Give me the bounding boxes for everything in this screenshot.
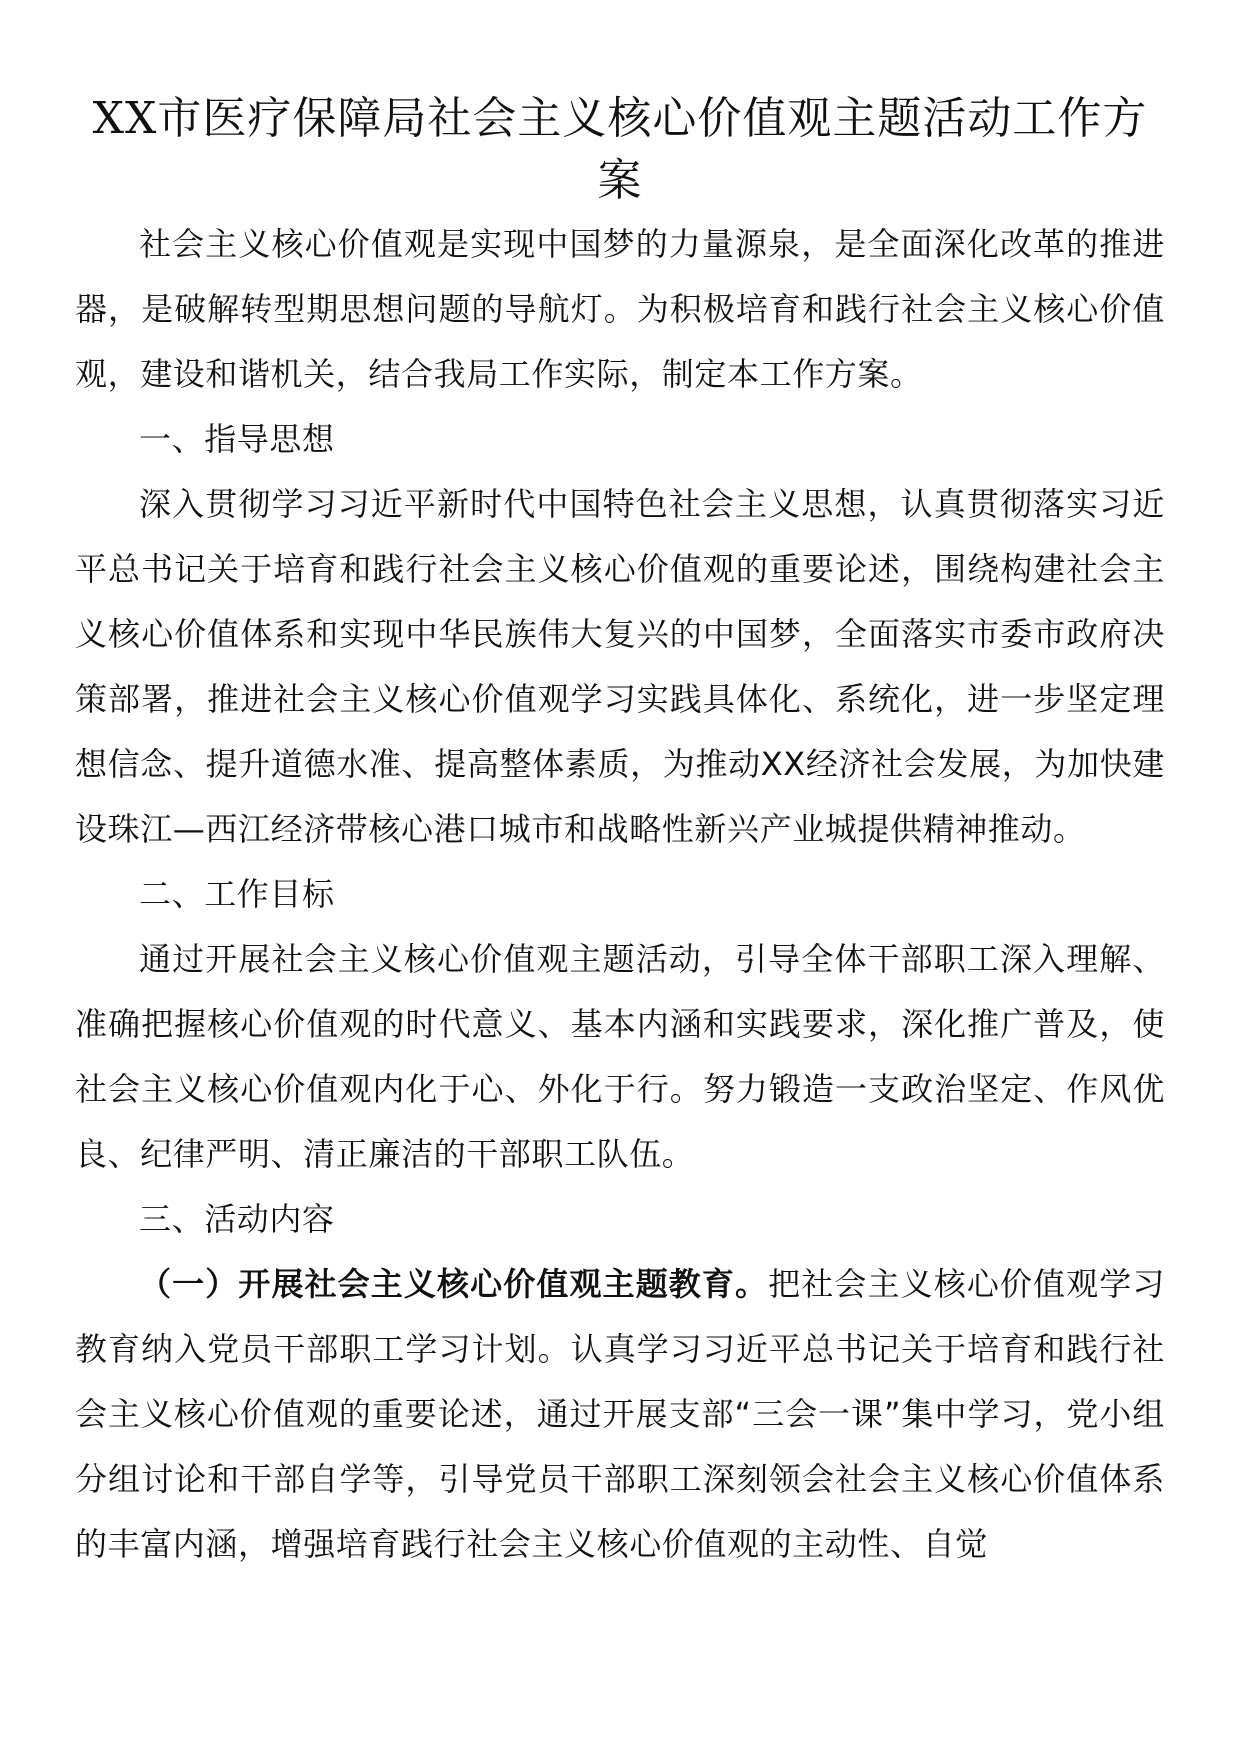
- subsection-body-theme-education: 把社会主义核心价值观学习教育纳入党员干部职工学习计划。认真学习习近平总书记关于培育和践行社会主义核心价值观的重要论述，通过开展支部“三会一课”集中学习，党小组分组讨论和干部自学等，引导党员干部职工深刻领会社会主义核心价值体系的丰富内涵，增强培育践行社会主义核心价值观的主动性、自觉: [75, 1265, 1166, 1563]
- document-page: [75, 88, 1165, 1577]
- section-body-work-goals: 通过开展社会主义核心价值观主题活动，引导全体干部职工深入理解、准确把握核心价值观的时代意义、基本内涵和实践要求，深化推广普及，使社会主义核心价值观内化于心、外化于行。努力锻造一支政治坚定、作风优良、纪律严明、清正廉洁的干部职工队伍。: [75, 940, 1165, 1173]
- section-heading-work-goals: 二、工作目标: [139, 875, 335, 913]
- section-body-guiding-ideology: 深入贯彻学习习近平新时代中国特色社会主义思想，认真贯彻落实习近平总书记关于培育和践行社会主义核心价值观的重要论述，围绕构建社会主义核心价值体系和实现中华民族伟大复兴的中国梦，全面落实市委市政府决策部署，推进社会主义核心价值观学习实践具体化、系统化，进一步坚定理想信念、提升道德水准、提高整体素质，为推动XX经济社会发展，为加快建设珠江—西江经济带核心港口城市和战略性新兴产业城提供精神推动。: [75, 485, 1165, 848]
- document-title: XX市医疗保障局社会主义核心价值观主题活动工作方案: [92, 93, 1148, 206]
- section-heading-activity-content: 三、活动内容: [139, 1200, 335, 1238]
- intro-paragraph: 社会主义核心价值观是实现中国梦的力量源泉，是全面深化改革的推进器，是破解转型期思想问题的导航灯。为积极培育和践行社会主义核心价值观，建设和谐机关，结合我局工作实际，制定本工作方案。: [75, 225, 1165, 393]
- subsection-lead-theme-education: （一）开展社会主义核心价值观主题教育。: [139, 1265, 769, 1303]
- section-heading-guiding-ideology: 一、指导思想: [139, 420, 335, 458]
- subsection-paragraph-theme-education: [75, 1252, 1165, 1577]
